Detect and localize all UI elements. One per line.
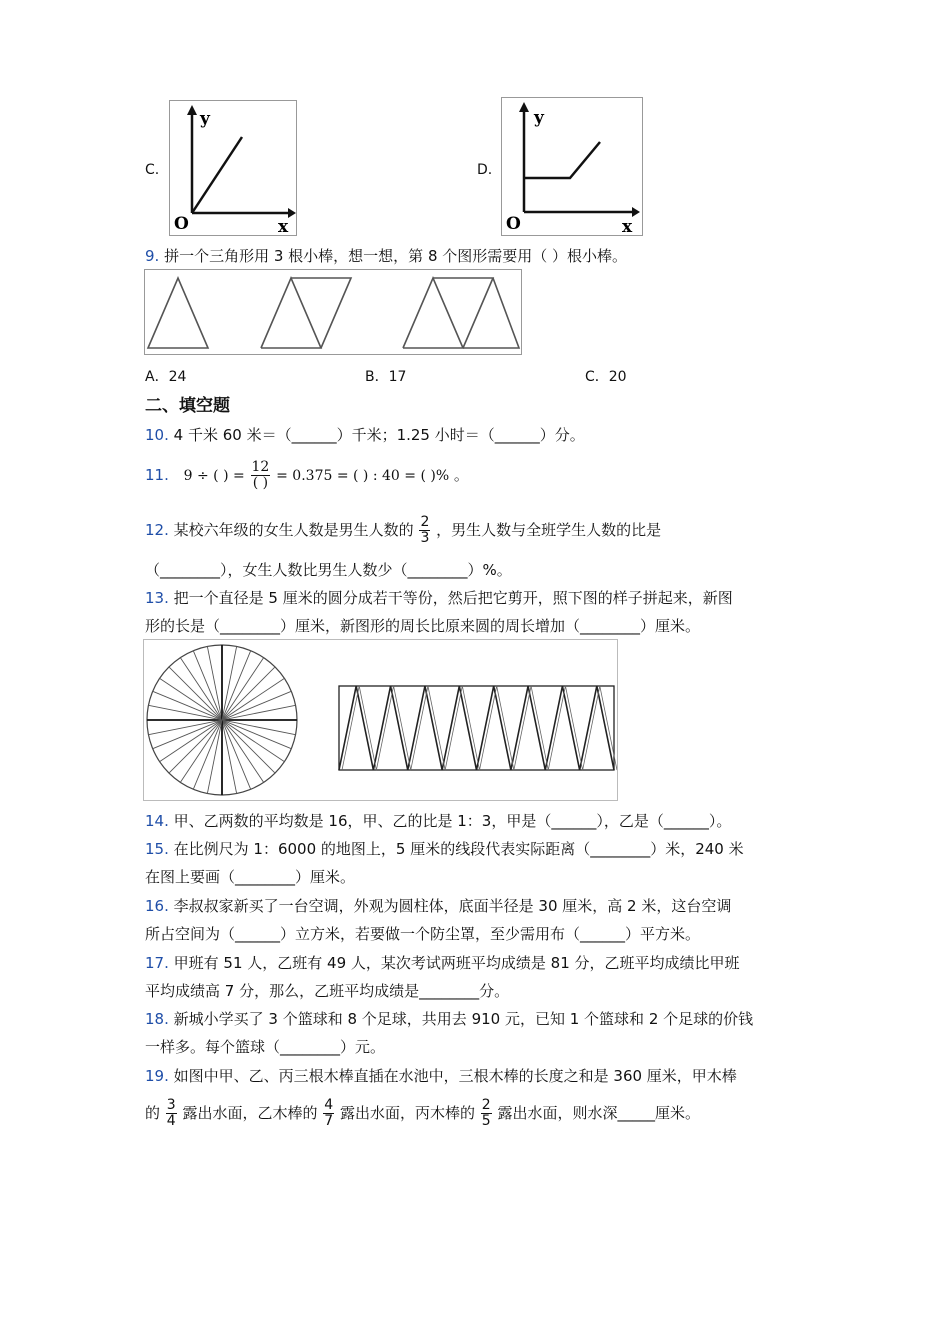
q12-text1: 某校六年级的女生人数是男生人数的 xyxy=(173,521,414,539)
q18-line2: 一样多。每个篮球（________）元。 xyxy=(145,1038,386,1056)
q15-text1: 在比例尺为 1：6000 的地图上，5 厘米的线段代表实际距离（________）米，240 米 xyxy=(173,840,744,858)
triangle-pattern-figure xyxy=(144,269,522,355)
graph-d xyxy=(501,97,643,236)
q18-line1 xyxy=(145,1009,753,1029)
q19-t2: 露出水面，乙木棒的 xyxy=(182,1104,318,1122)
q9-option-c[interactable]: C．20 xyxy=(585,369,627,385)
graph-d-origin: O xyxy=(506,214,521,234)
q16-line2: 所占空间为（______）立方米，若要做一个防尘罩，至少需用布（______）平方米。 xyxy=(145,925,701,943)
q14-line xyxy=(145,811,731,831)
q13-number: 13. xyxy=(145,589,169,607)
q19-frac3-num: 2 xyxy=(481,1097,491,1113)
q16-line1 xyxy=(145,896,731,916)
q8-option-c-label: C. xyxy=(145,162,160,178)
q9-option-b[interactable]: B．17 xyxy=(365,369,407,385)
section-title-fill-in: 二、填空题 xyxy=(145,396,230,416)
q11-line xyxy=(145,455,469,495)
q11-fraction xyxy=(251,460,271,491)
q15-line1 xyxy=(145,839,744,859)
q19-frac1-num: 3 xyxy=(166,1097,176,1113)
q12-fraction xyxy=(419,515,430,546)
q14-text: 甲、乙两数的平均数是 16，甲、乙的比是 1：3，甲是（______），乙是（______）。 xyxy=(173,812,732,830)
graph-d-svg xyxy=(502,98,642,235)
graph-d-y-label: y xyxy=(534,108,544,128)
rearranged-rectangle xyxy=(339,686,617,770)
q14-number: 14. xyxy=(145,812,169,830)
q11-number: 11. xyxy=(145,466,169,484)
q13-text1: 把一个直径是 5 厘米的圆分成若干等份，然后把它剪开，照下图的样子拼起来，新图 xyxy=(173,589,733,607)
triangle-pattern-svg xyxy=(145,270,521,354)
q17-line2: 平均成绩高 7 分，那么，乙班平均成绩是________分。 xyxy=(145,982,510,1000)
q17-number: 17. xyxy=(145,954,169,972)
q16-number: 16. xyxy=(145,897,169,915)
q8-option-d-label: D. xyxy=(477,162,493,178)
q19-frac1-den: 4 xyxy=(166,1113,176,1129)
q10-line xyxy=(145,425,585,445)
q10-number: 10. xyxy=(145,426,169,444)
q18-text1: 新城小学买了 3 个篮球和 8 个足球，共用去 910 元，已知 1 个篮球和 2 个足球的价钱 xyxy=(173,1010,754,1028)
q12-line1 xyxy=(145,510,661,550)
graph-c-svg xyxy=(170,101,296,235)
q9-option-a[interactable]: A．24 xyxy=(145,369,187,385)
circle-rectangle-svg xyxy=(144,640,617,800)
graph-c-origin: O xyxy=(174,214,189,234)
q12-frac-num: 2 xyxy=(420,514,430,530)
q11-frac-den: ( ) xyxy=(252,475,269,491)
q16-text1: 李叔叔家新买了一台空调，外观为圆柱体，底面半径是 30 厘米，高 2 米，这台空调 xyxy=(173,897,732,915)
q12-line2: （________），女生人数比男生人数少（________）%。 xyxy=(145,561,512,579)
q17-text1: 甲班有 51 人，乙班有 49 人，某次考试两班平均成绩是 81 分，乙班平均成绩比甲班 xyxy=(173,954,740,972)
q19-frac1 xyxy=(166,1098,177,1129)
q9-line xyxy=(145,246,627,266)
q13-line2: 形的长是（________）厘米，新图形的周长比原来圆的周长增加（________）厘米。 xyxy=(145,617,701,635)
q17-line1 xyxy=(145,953,740,973)
q11-part1: 9 ÷ ( ) = xyxy=(183,468,245,484)
q19-line1 xyxy=(145,1066,737,1086)
q15-number: 15. xyxy=(145,840,169,858)
graph-c xyxy=(169,100,297,236)
q15-line2: 在图上要画（________）厘米。 xyxy=(145,868,356,886)
q19-frac2-den: 7 xyxy=(324,1113,334,1129)
q19-t4: 露出水面，则水深_____厘米。 xyxy=(497,1104,701,1122)
q19-text1: 如图中甲、乙、丙三根木棒直插在水池中，三根木棒的长度之和是 360 厘米，甲木棒 xyxy=(173,1067,737,1085)
graph-c-x-label: x xyxy=(278,217,289,235)
q13-line1 xyxy=(145,588,733,608)
q12-text2: ，男生人数与全班学生人数的比是 xyxy=(436,521,662,539)
q19-number: 19. xyxy=(145,1067,169,1085)
q12-frac-den: 3 xyxy=(420,530,430,546)
q12-number: 12. xyxy=(145,521,169,539)
q9-number: 9. xyxy=(145,247,160,265)
q11-tail: 。 xyxy=(453,466,469,484)
q18-number: 18. xyxy=(145,1010,169,1028)
graph-c-y-label: y xyxy=(200,109,210,129)
q19-frac3-den: 5 xyxy=(481,1113,491,1129)
circle-to-rectangle-figure xyxy=(143,639,618,801)
q10-text: 4 千米 60 米＝（______）千米；1.25 小时＝（______）分。 xyxy=(173,426,585,444)
q11-part2: = 0.375 = ( ) : 40 = ( )% xyxy=(276,468,450,484)
q19-t1: 的 xyxy=(145,1104,161,1122)
q19-frac2-num: 4 xyxy=(324,1097,334,1113)
divided-circle xyxy=(147,645,297,795)
q19-line2 xyxy=(145,1093,700,1133)
q19-t3: 露出水面，丙木棒的 xyxy=(340,1104,476,1122)
graph-d-x-label: x xyxy=(622,217,633,235)
q9-text: 拼一个三角形用 3 根小棒，想一想，第 8 个图形需要用（ ）根小棒。 xyxy=(164,247,628,265)
q11-frac-num: 12 xyxy=(251,459,270,475)
q19-frac3 xyxy=(481,1098,492,1129)
q19-frac2 xyxy=(323,1098,334,1129)
